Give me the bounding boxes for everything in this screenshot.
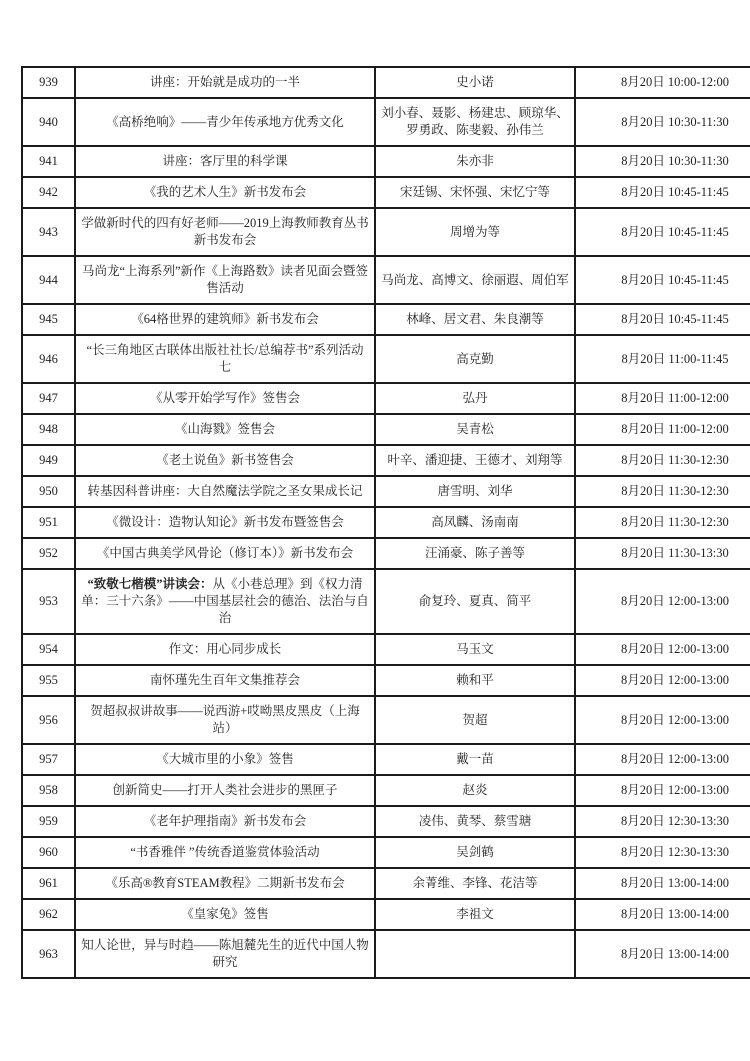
event-datetime-cell: 8月20日 10:00-12:00 [575,67,750,98]
event-datetime-cell: 8月20日 12:30-13:30 [575,806,750,837]
table-row [22,837,750,868]
event-guests-cell: 高克勤 [375,335,575,383]
event-title-cell: 讲座：客厅里的科学课 [75,146,375,177]
event-id-cell: 957 [22,744,75,775]
table-row [22,208,750,256]
event-title-cell: 《微设计：造物认知论》新书发布暨签售会 [75,507,375,538]
event-id-cell: 944 [22,256,75,304]
event-guests-cell: 高凤麟、汤南南 [375,507,575,538]
event-id-cell: 947 [22,383,75,414]
table-row [22,256,750,304]
event-title-cell: 《64格世界的建筑师》新书发布会 [75,304,375,335]
event-guests-cell: 马玉文 [375,634,575,665]
event-guests-cell: 刘小春、聂影、杨建忠、顾琼华、罗勇政、陈斐毅、孙伟兰 [375,98,575,146]
event-id-cell: 945 [22,304,75,335]
event-guests-cell [375,930,575,978]
event-guests-cell: 汪涌豪、陈子善等 [375,538,575,569]
event-guests-cell: 吴青松 [375,414,575,445]
event-guests-cell: 余菁维、李锋、花洁等 [375,868,575,899]
table-row [22,445,750,476]
event-id-cell: 961 [22,868,75,899]
event-guests-cell: 弘丹 [375,383,575,414]
event-datetime-cell: 8月20日 11:00-12:00 [575,414,750,445]
table-row [22,383,750,414]
event-datetime-cell: 8月20日 10:30-11:30 [575,146,750,177]
event-title-cell: 《大城市里的小象》签售 [75,744,375,775]
event-title-cell: 《高桥绝响》——青少年传承地方优秀文化 [75,98,375,146]
event-guests-cell: 李祖文 [375,899,575,930]
table-row [22,98,750,146]
event-title-cell: 作文：用心同步成长 [75,634,375,665]
event-title-cell: 知人论世，异与时趋——陈旭麓先生的近代中国人物研究 [75,930,375,978]
event-guests-cell: 赖和平 [375,665,575,696]
event-id-cell: 939 [22,67,75,98]
event-datetime-cell: 8月20日 11:30-12:30 [575,507,750,538]
event-id-cell: 954 [22,634,75,665]
event-id-cell: 948 [22,414,75,445]
table-row [22,899,750,930]
events-table [21,66,750,979]
event-title-cell: 转基因科普讲座：大自然魔法学院之圣女果成长记 [75,476,375,507]
event-id-cell: 955 [22,665,75,696]
event-datetime-cell: 8月20日 13:00-14:00 [575,930,750,978]
event-datetime-cell: 8月20日 13:00-14:00 [575,868,750,899]
event-title-cell: 《中国古典美学风骨论（修订本）》新书发布会 [75,538,375,569]
event-title-cell: 创新简史——打开人类社会进步的黑匣子 [75,775,375,806]
event-id-cell: 949 [22,445,75,476]
event-guests-cell: 赵炎 [375,775,575,806]
table-row [22,67,750,98]
table-row [22,634,750,665]
table-row [22,696,750,744]
event-title-cell: “长三角地区古联体出版社社长/总编荐书”系列活动七 [75,335,375,383]
event-guests-cell: 叶辛、潘迎捷、王德才、刘翔等 [375,445,575,476]
event-datetime-cell: 8月20日 10:30-11:30 [575,98,750,146]
event-guests-cell: 俞复玲、夏真、简平 [375,569,575,634]
event-datetime-cell: 8月20日 12:00-13:00 [575,569,750,634]
event-datetime-cell: 8月20日 12:00-13:00 [575,634,750,665]
table-row [22,744,750,775]
table-row [22,177,750,208]
events-table-body [22,67,750,978]
event-datetime-cell: 8月20日 12:00-13:00 [575,775,750,806]
event-title-cell: 《从零开始学写作》签售会 [75,383,375,414]
event-datetime-cell: 8月20日 12:00-13:00 [575,665,750,696]
event-title-cell: 《乐高®教育STEAM教程》二期新书发布会 [75,868,375,899]
event-id-cell: 952 [22,538,75,569]
table-row [22,775,750,806]
event-datetime-cell: 8月20日 12:00-13:00 [575,696,750,744]
table-row [22,930,750,978]
event-title-cell: 《皇家兔》签售 [75,899,375,930]
event-guests-cell: 贺超 [375,696,575,744]
event-id-cell: 956 [22,696,75,744]
event-id-cell: 951 [22,507,75,538]
table-row [22,569,750,634]
event-guests-cell: 凌伟、黄琴、蔡雪瑭 [375,806,575,837]
event-title-cell: 学做新时代的四有好老师——2019上海教师教育丛书新书发布会 [75,208,375,256]
event-guests-cell: 史小诺 [375,67,575,98]
event-title-cell: 《老土说鱼》新书签售会 [75,445,375,476]
event-title-cell: 《老年护理指南》新书发布会 [75,806,375,837]
event-guests-cell: 林峰、居文君、朱良潮等 [375,304,575,335]
event-title-cell: 马尚龙“上海系列”新作《上海路数》读者见面会暨签售活动 [75,256,375,304]
table-row [22,806,750,837]
event-id-cell: 941 [22,146,75,177]
event-title-cell: 讲座：开始就是成功的一半 [75,67,375,98]
event-id-cell: 943 [22,208,75,256]
event-title-cell: 《山海戮》签售会 [75,414,375,445]
event-id-cell: 960 [22,837,75,868]
event-guests-cell: 唐雪明、刘华 [375,476,575,507]
event-id-cell: 946 [22,335,75,383]
event-id-cell: 953 [22,569,75,634]
event-datetime-cell: 8月20日 10:45-11:45 [575,304,750,335]
event-guests-cell: 戴一苗 [375,744,575,775]
event-guests-cell: 宋廷锡、宋怀强、宋忆宁等 [375,177,575,208]
event-title-cell: “书香雅伴 ”传统香道鉴赏体验活动 [75,837,375,868]
table-row [22,146,750,177]
event-title-cell: 南怀瑾先生百年文集推荐会 [75,665,375,696]
event-id-cell: 942 [22,177,75,208]
event-datetime-cell: 8月20日 11:30-13:30 [575,538,750,569]
event-id-cell: 959 [22,806,75,837]
table-row [22,335,750,383]
event-id-cell: 958 [22,775,75,806]
event-datetime-cell: 8月20日 12:00-13:00 [575,744,750,775]
event-datetime-cell: 8月20日 11:00-12:00 [575,383,750,414]
event-datetime-cell: 8月20日 10:45-11:45 [575,177,750,208]
event-title-cell: 贺超叔叔讲故事——说西游+哎呦黑皮黑皮（上海站） [75,696,375,744]
table-row [22,538,750,569]
table-row [22,304,750,335]
event-datetime-cell: 8月20日 13:00-14:00 [575,899,750,930]
event-guests-cell: 周增为等 [375,208,575,256]
event-guests-cell: 朱亦非 [375,146,575,177]
event-datetime-cell: 8月20日 11:00-11:45 [575,335,750,383]
table-row [22,868,750,899]
event-id-cell: 963 [22,930,75,978]
table-row [22,507,750,538]
table-row [22,414,750,445]
event-datetime-cell: 8月20日 11:30-12:30 [575,445,750,476]
event-datetime-cell: 8月20日 12:30-13:30 [575,837,750,868]
event-title-cell: “致敬七楷模”讲读会：从《小巷总理》到《权力清单：三十六条》——中国基层社会的德治、法治与自治 [75,569,375,634]
event-datetime-cell: 8月20日 10:45-11:45 [575,208,750,256]
event-datetime-cell: 8月20日 10:45-11:45 [575,256,750,304]
event-id-cell: 962 [22,899,75,930]
event-id-cell: 950 [22,476,75,507]
event-guests-cell: 马尚龙、高博文、徐丽遐、周伯军 [375,256,575,304]
event-title-cell: 《我的艺术人生》新书发布会 [75,177,375,208]
table-row [22,665,750,696]
event-guests-cell: 吴剑鹤 [375,837,575,868]
table-row [22,476,750,507]
event-id-cell: 940 [22,98,75,146]
event-datetime-cell: 8月20日 11:30-12:30 [575,476,750,507]
